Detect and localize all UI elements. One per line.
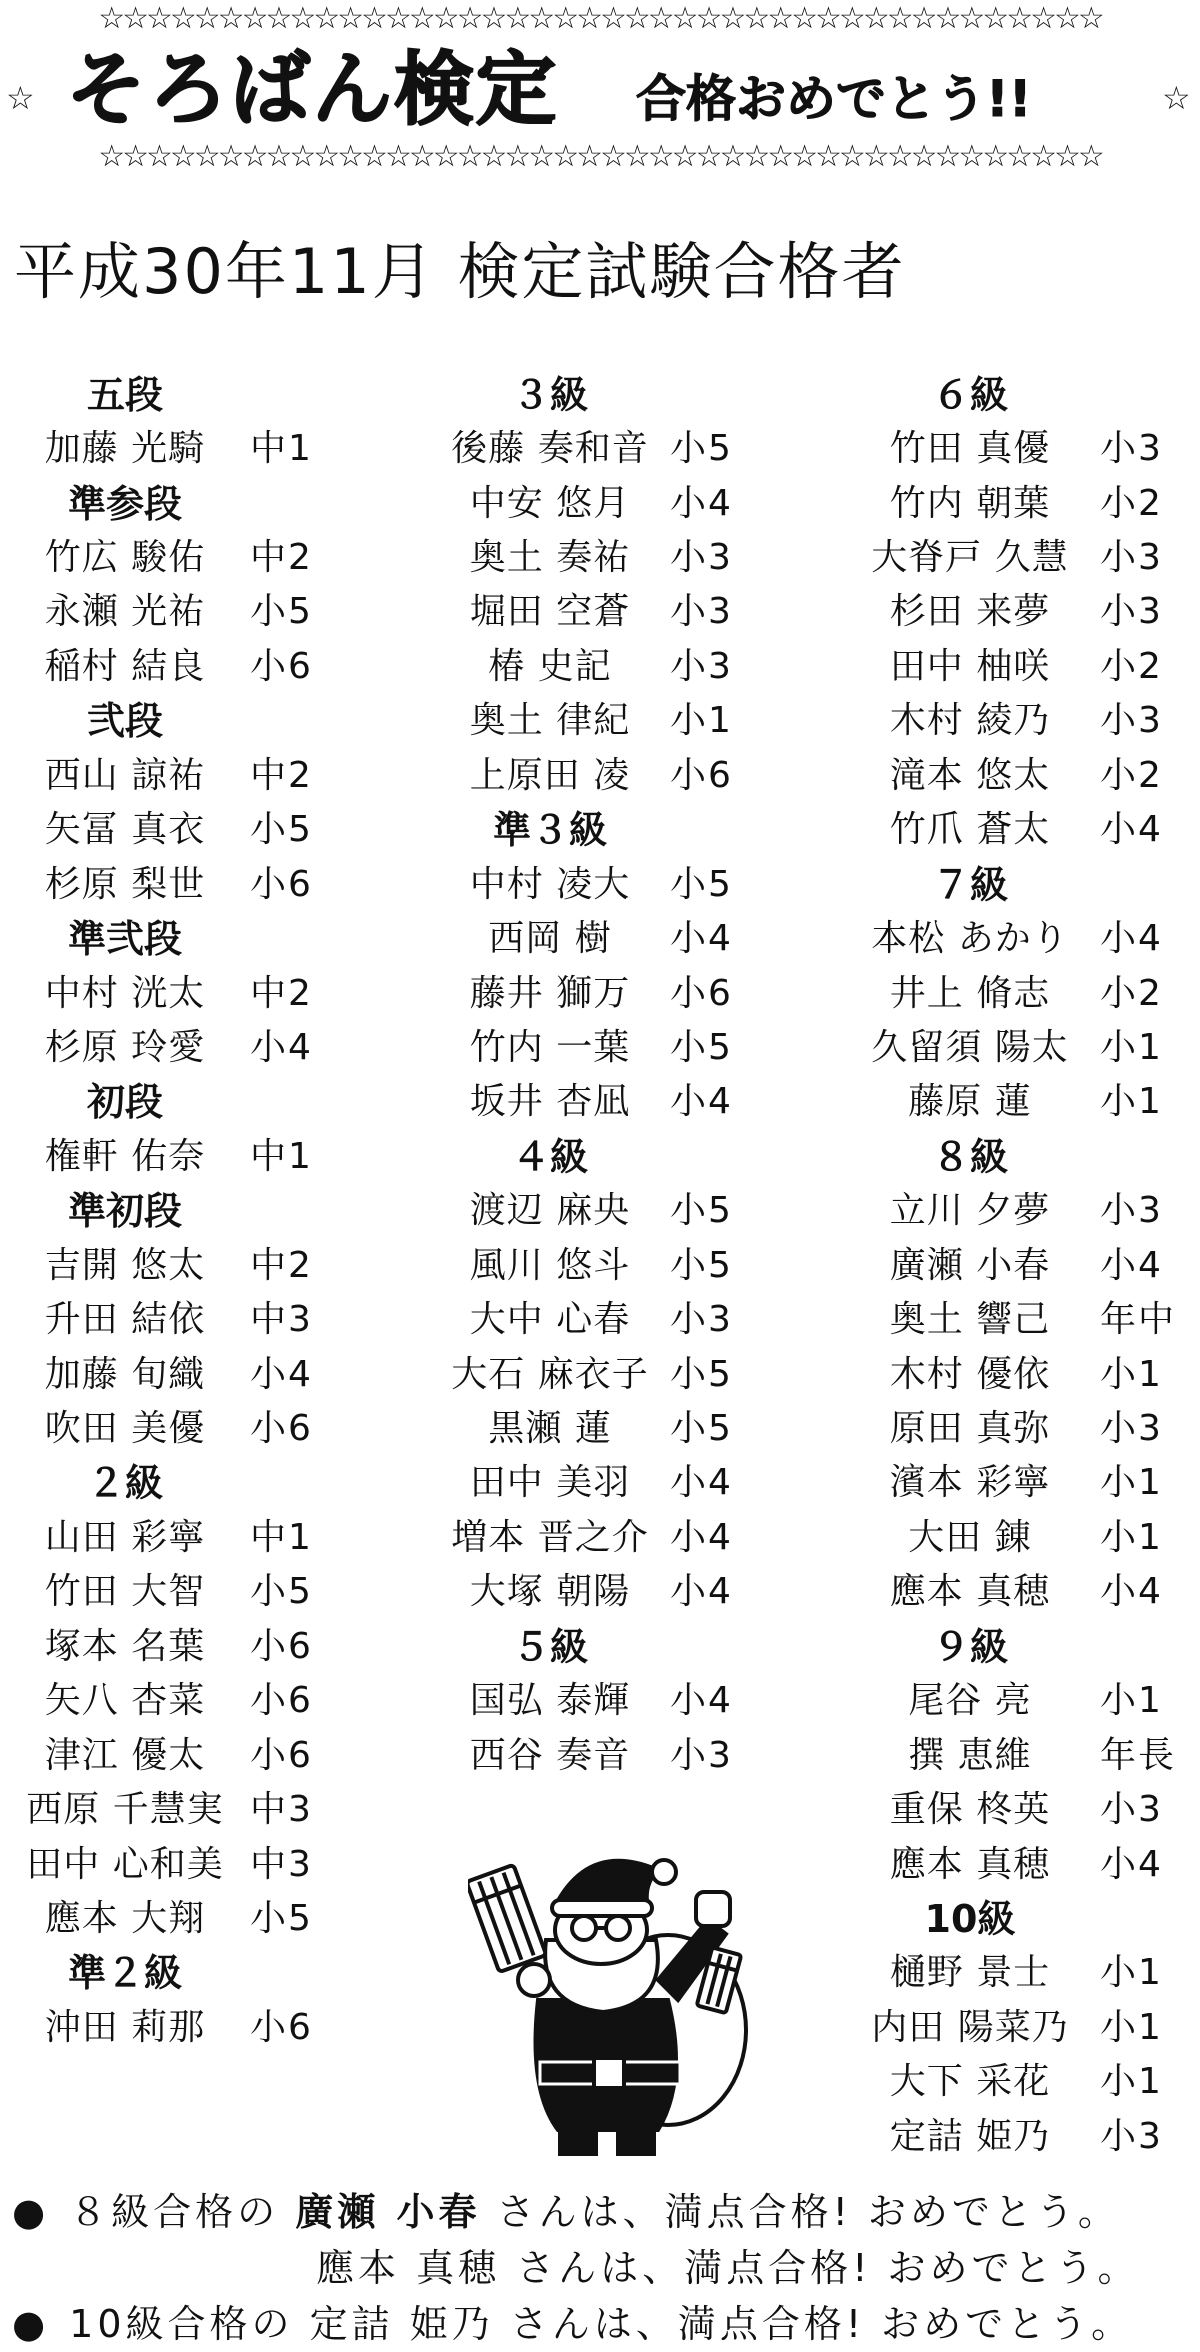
grade-heading: ８級 [931,1134,1008,1179]
student-name: 坂井 杏凪 [469,1081,631,1123]
banner-title: そろばん検定 [66,43,558,136]
student-name: 久留須 陽太 [871,1026,1069,1068]
school-year: 小2 [1100,972,1163,1014]
school-year: 小5 [250,809,313,851]
list-item [430,1181,770,1235]
student-name: 竹田 真優 [889,428,1051,470]
school-year: 中1 [250,1135,313,1177]
student-name: 矢八 杏菜 [44,1680,206,1722]
student-name: 竹爪 蒼太 [889,809,1051,851]
student-name: 奥土 奏祐 [469,537,631,579]
list-item [840,691,1200,745]
student-name: 中村 凌大 [469,863,631,905]
school-year: 小3 [670,537,733,579]
banner-subtitle: 合格おめでとう!! [636,70,1032,128]
list-item [0,800,350,854]
list-item [840,1235,1200,1289]
list-item [0,418,350,472]
school-year: 小5 [670,1190,733,1232]
student-name: 竹内 一葉 [469,1026,631,1068]
student-name: 田中 心和美 [26,1843,224,1885]
list-item [840,2106,1200,2160]
grade-heading: 準弐段 [67,917,182,962]
list-item [430,1072,770,1126]
school-year: 小4 [1100,809,1163,851]
student-name: 塚本 名葉 [44,1625,206,1667]
result-column-2 [430,364,770,1779]
list-item [0,636,350,690]
list-item [430,1289,770,1343]
student-name: 濱本 彩寧 [889,1462,1051,1504]
student-name: 藤井 獅万 [469,972,631,1014]
list-item [430,636,770,690]
student-name: 藤原 蓮 [908,1081,1032,1123]
school-year: 中2 [250,537,313,579]
student-name: 定詰 姫乃 [889,2115,1051,2157]
school-year: 小6 [670,972,733,1014]
list-item [430,691,770,745]
school-year: 小4 [670,1081,733,1123]
school-year: 小5 [250,1897,313,1939]
school-year: 小4 [670,1462,733,1504]
list-item [430,582,770,636]
student-name: 升田 結依 [44,1299,206,1341]
list-item [430,1017,770,1071]
list-item [430,1725,770,1779]
student-name: 吹田 美優 [44,1408,206,1450]
student-name: 渡辺 麻央 [469,1190,631,1232]
grade-heading: 弐段 [86,699,163,744]
student-name: 大下 采花 [889,2061,1051,2103]
student-name: 本松 あかり [871,918,1069,960]
list-item [0,1235,350,1289]
student-name: 奥土 響己 [889,1299,1051,1341]
school-year: 小1 [1100,1026,1163,1068]
school-year: 小6 [250,1625,313,1667]
grade-heading: ５級 [511,1624,588,1669]
list-item [430,418,770,472]
school-year: 小5 [670,1244,733,1286]
grade-heading: ７級 [931,862,1008,907]
list-item [0,1616,350,1670]
student-name: 大塚 朝陽 [469,1571,631,1613]
school-year: 小5 [670,1408,733,1450]
school-year: 小2 [1100,645,1163,687]
note-text: さんは、満点合格! おめでとう。 [509,2302,1134,2346]
student-name: 稲村 結良 [44,645,206,687]
list-item [430,1453,770,1507]
perfect-score-note-2 [316,2241,1140,2295]
school-year: 小1 [1100,1353,1163,1395]
student-name: 應本 大翔 [44,1897,206,1939]
student-name: 木村 綾乃 [889,700,1051,742]
note-text: さんは、満点合格! おめでとう。 [496,2190,1120,2234]
school-year: 小6 [670,754,733,796]
list-item [430,963,770,1017]
student-name: 應本 真穂 [889,1571,1051,1613]
school-year: 小2 [1100,482,1163,524]
school-year: 小4 [250,1353,313,1395]
school-year: 小4 [1100,1571,1163,1613]
list-item [430,1235,770,1289]
student-name: 吉開 悠太 [44,1244,206,1286]
list-item [0,582,350,636]
student-name: 樋野 景士 [889,1952,1051,1994]
list-item [0,1779,350,1833]
list-item [840,745,1200,799]
student-name: 内田 陽菜乃 [871,2006,1069,2048]
student-name: 堀田 空蒼 [469,591,631,633]
school-year: 小3 [1100,1408,1163,1450]
school-year: 小4 [1100,1244,1163,1286]
list-item [430,1398,770,1452]
list-item [840,473,1200,527]
school-year: 年中 [1100,1299,1177,1341]
student-name: 奥土 律紀 [469,700,631,742]
student-name: 竹田 大智 [44,1571,206,1613]
list-item [0,1344,350,1398]
school-year: 小5 [250,1571,313,1613]
list-item [430,908,770,962]
list-item [0,854,350,908]
student-name: 中安 悠月 [469,482,631,524]
list-item [840,1671,1200,1725]
school-year: 小5 [670,1353,733,1395]
student-name: 井上 脩志 [889,972,1051,1014]
grade-heading: ３級 [511,372,588,417]
student-name: 滝本 悠太 [889,754,1051,796]
list-item [840,527,1200,581]
student-name: 権軒 佑奈 [44,1135,206,1177]
note-prefix: ８級合格の [69,2190,280,2234]
student-name: 大中 心春 [469,1299,631,1341]
student-name: 国弘 泰輝 [469,1680,631,1722]
student-name: 大石 麻衣子 [451,1353,649,1395]
school-year: 小3 [670,1734,733,1776]
list-item [840,800,1200,854]
note-prefix: 10級合格の [69,2302,294,2346]
list-item [0,1507,350,1561]
school-year: 小4 [670,1516,733,1558]
stars-border-top: ☆☆☆☆☆☆☆☆☆☆☆☆☆☆☆☆☆☆☆☆☆☆☆☆☆☆☆☆☆☆☆☆☆☆☆☆☆☆☆☆☆☆ [98,4,1102,34]
grade-heading: 準２級 [67,1951,182,1996]
list-item [0,1834,350,1888]
student-name: 西谷 奏音 [469,1734,631,1776]
school-year: 中3 [250,1299,313,1341]
grade-heading: 10級 [924,1896,1016,1941]
student-name: 廣瀬 小春 [889,1244,1051,1286]
list-item [430,473,770,527]
school-year: 小5 [250,591,313,633]
school-year: 小1 [1100,1516,1163,1558]
list-item [840,908,1200,962]
list-item [0,1398,350,1452]
student-name: 加藤 光騎 [44,428,206,470]
result-column-3 [840,364,1200,2160]
bullet-icon: ● [12,2190,50,2234]
list-item [840,1997,1200,2051]
list-item [840,963,1200,1017]
student-name: 沖田 莉那 [44,2006,206,2048]
school-year: 小4 [250,1026,313,1068]
list-item [840,1344,1200,1398]
school-year: 小3 [1100,1190,1163,1232]
note-name: 廣瀬 小春 [295,2190,481,2234]
student-name: 尾谷 亮 [908,1680,1032,1722]
school-year: 小3 [1100,428,1163,470]
student-name: 黒瀬 蓮 [488,1408,612,1450]
school-year: 中2 [250,754,313,796]
school-year: 小3 [670,1299,733,1341]
list-item [0,1562,350,1616]
student-name: 杉原 玲愛 [44,1026,206,1068]
student-name: 上原田 凌 [469,754,631,796]
student-name: 立川 夕夢 [889,1190,1051,1232]
grade-heading: 準参段 [67,481,182,526]
stars-border-bottom: ☆☆☆☆☆☆☆☆☆☆☆☆☆☆☆☆☆☆☆☆☆☆☆☆☆☆☆☆☆☆☆☆☆☆☆☆☆☆☆☆☆☆ [98,142,1102,172]
exam-title: 平成30年11月 検定試験合格者 [14,235,906,308]
list-item [430,745,770,799]
list-item [840,1453,1200,1507]
list-item [840,1072,1200,1126]
student-name: 後藤 奏和音 [451,428,649,470]
school-year: 中1 [250,1516,313,1558]
list-item [430,1507,770,1561]
list-item [430,854,770,908]
list-item [430,527,770,581]
school-year: 小6 [250,1680,313,1722]
list-item [0,1671,350,1725]
list-item [840,636,1200,690]
school-year: 小6 [250,2006,313,2048]
student-name: 増本 晋之介 [451,1516,649,1558]
school-year: 小3 [1100,591,1163,633]
list-item [840,582,1200,636]
school-year: 小4 [1100,1843,1163,1885]
student-name: 西山 諒祐 [44,754,206,796]
list-item [0,1725,350,1779]
school-year: 小1 [1100,2061,1163,2103]
school-year: 小5 [670,1026,733,1068]
school-year: 小5 [670,863,733,905]
grade-heading: ６級 [931,372,1008,417]
student-name: 西原 千慧実 [26,1789,224,1831]
bullet-icon: ● [12,2302,50,2346]
list-item [840,1562,1200,1616]
list-item [430,1562,770,1616]
school-year: 小3 [1100,2115,1163,2157]
grade-heading: 五段 [86,372,163,417]
school-year: 小6 [250,1734,313,1776]
school-year: 小4 [670,918,733,960]
school-year: 小4 [670,482,733,524]
student-name: 應本 真穂 [889,1843,1051,1885]
school-year: 小3 [1100,537,1163,579]
list-item [430,1671,770,1725]
school-year: 中3 [250,1789,313,1831]
grade-heading: ４級 [511,1134,588,1179]
student-name: 山田 彩寧 [44,1516,206,1558]
student-name: 重保 柊英 [889,1789,1051,1831]
student-name: 加藤 旬織 [44,1353,206,1395]
school-year: 中2 [250,1244,313,1286]
list-item [0,1888,350,1942]
student-name: 大脊戸 久慧 [871,537,1069,579]
school-year: 小1 [1100,1952,1163,1994]
perfect-score-note-1 [12,2185,1120,2239]
school-year: 小6 [250,645,313,687]
grade-heading: ９級 [931,1624,1008,1669]
note-name: 應本 真穂 [316,2246,501,2290]
student-name: 津江 優太 [44,1734,206,1776]
list-item [0,1017,350,1071]
grade-heading: 初段 [86,1080,163,1125]
star-left: ☆ [6,79,35,117]
student-name: 西岡 樹 [488,918,612,960]
student-name: 原田 真弥 [889,1408,1051,1450]
school-year: 小5 [670,428,733,470]
list-item [840,1507,1200,1561]
list-item [840,1943,1200,1997]
school-year: 小3 [670,591,733,633]
student-name: 中村 洸太 [44,972,206,1014]
student-name: 大田 錬 [908,1516,1032,1558]
list-item [840,1834,1200,1888]
list-item [840,1725,1200,1779]
student-name: 矢冨 真衣 [44,809,206,851]
list-item [840,1779,1200,1833]
student-name: 田中 美羽 [469,1462,631,1504]
list-item [840,1017,1200,1071]
school-year: 小4 [670,1571,733,1613]
list-item [840,2052,1200,2106]
star-right: ☆ [1162,79,1191,117]
student-name: 永瀬 光祐 [44,591,206,633]
list-item [840,418,1200,472]
list-item [0,963,350,1017]
student-name: 杉田 来夢 [889,591,1051,633]
grade-heading: ２級 [86,1461,163,1506]
list-item [840,1181,1200,1235]
student-name: 竹内 朝葉 [889,482,1051,524]
list-item [430,1344,770,1398]
list-item [0,1289,350,1343]
perfect-score-note-3 [12,2297,1133,2351]
student-name: 木村 優依 [889,1353,1051,1395]
school-year: 小6 [250,1408,313,1450]
list-item [840,1398,1200,1452]
school-year: 小4 [1100,918,1163,960]
school-year: 中3 [250,1843,313,1885]
santa-illustration [468,1830,748,2160]
list-item [840,1289,1200,1343]
school-year: 小6 [250,863,313,905]
school-year: 年長 [1100,1734,1177,1776]
school-year: 中1 [250,428,313,470]
school-year: 小1 [1100,2006,1163,2048]
school-year: 小1 [1100,1680,1163,1722]
student-name: 田中 柚咲 [889,645,1051,687]
school-year: 小3 [670,645,733,687]
grade-heading: 準初段 [67,1189,182,1234]
note-name: 定詰 姫乃 [309,2302,494,2346]
list-item [0,1126,350,1180]
school-year: 小4 [670,1680,733,1722]
school-year: 小1 [1100,1462,1163,1504]
student-name: 風川 悠斗 [469,1244,631,1286]
list-item [0,1997,350,2051]
school-year: 小3 [1100,1789,1163,1831]
list-item [0,745,350,799]
student-name: 撰 恵維 [908,1734,1032,1776]
result-column-1 [0,364,350,2052]
student-name: 杉原 梨世 [44,863,206,905]
school-year: 小2 [1100,754,1163,796]
school-year: 中2 [250,972,313,1014]
student-name: 竹広 駿佑 [44,537,206,579]
school-year: 小1 [670,700,733,742]
list-item [0,527,350,581]
student-name: 椿 史記 [488,645,612,687]
school-year: 小3 [1100,700,1163,742]
school-year: 小1 [1100,1081,1163,1123]
grade-heading: 準３級 [492,808,607,853]
note-text: さんは、満点合格! おめでとう。 [516,2246,1140,2290]
